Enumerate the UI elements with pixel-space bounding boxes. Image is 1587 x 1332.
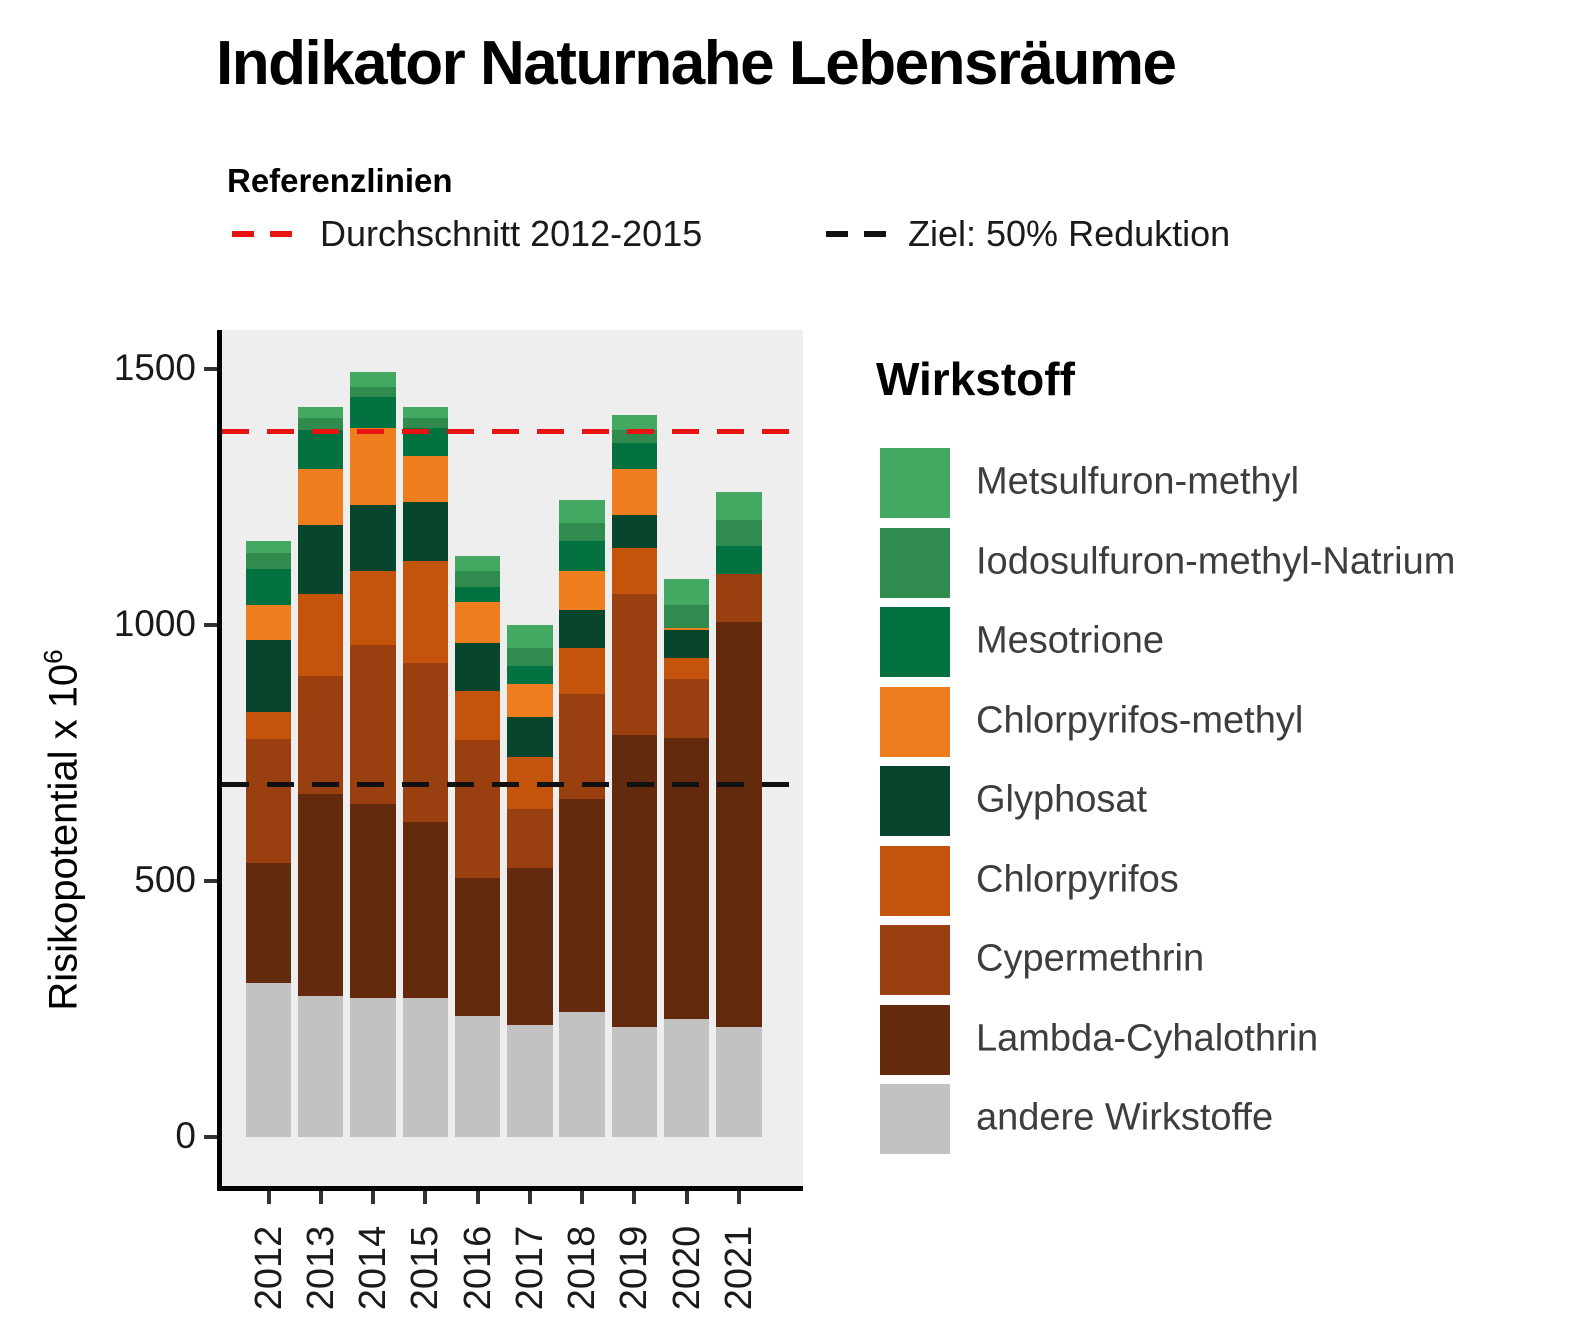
x-axis-line — [217, 1186, 803, 1191]
legend-label: Iodosulfuron-methyl-Natrium — [976, 540, 1456, 583]
reference-line-legend-item — [232, 212, 702, 256]
bar-segment-cypermethrin — [716, 574, 761, 623]
legend-swatch — [880, 607, 950, 677]
bar-segment-andere-wirkstoffe — [403, 998, 448, 1137]
bar-segment-andere-wirkstoffe — [298, 996, 343, 1137]
bar-segment-glyphosat — [403, 502, 448, 561]
legend-label: Metsulfuron-methyl — [976, 460, 1300, 503]
legend-swatch — [880, 448, 950, 518]
bar-segment-glyphosat — [350, 505, 395, 572]
bar-segment-glyphosat — [664, 630, 709, 658]
bar-segment-iodosulfuron-methyl-natrium — [664, 605, 709, 628]
bar-segment-chlorpyrifos-methyl — [664, 628, 709, 631]
bar-segment-cypermethrin — [403, 663, 448, 822]
x-tick-label: 2017 — [508, 1225, 551, 1311]
legend-swatch — [880, 846, 950, 916]
bar-segment-metsulfuron-methyl — [716, 492, 761, 520]
x-tick-label: 2015 — [404, 1225, 447, 1311]
bar-segment-andere-wirkstoffe — [664, 1019, 709, 1137]
dashed-line-sample — [232, 231, 292, 237]
bar-segment-metsulfuron-methyl — [350, 372, 395, 387]
bar-segment-lambda-cyhalothrin — [559, 799, 604, 1011]
bar-segment-metsulfuron-methyl — [403, 407, 448, 417]
reference-lines-heading: Referenzlinien — [227, 162, 453, 199]
bar-segment-cypermethrin — [298, 676, 343, 794]
bar-segment-metsulfuron-methyl — [559, 500, 604, 523]
bar-segment-glyphosat — [246, 640, 291, 712]
bar-segment-cypermethrin — [350, 645, 395, 804]
legend-item — [880, 448, 1520, 518]
x-tick-label: 2020 — [665, 1225, 708, 1311]
x-tick-label: 2019 — [613, 1225, 656, 1311]
bar-segment-andere-wirkstoffe — [246, 983, 291, 1137]
y-tick-mark — [204, 367, 217, 371]
bar-segment-glyphosat — [298, 525, 343, 594]
y-tick-mark — [204, 1135, 217, 1139]
bar-segment-mesotrione — [350, 397, 395, 428]
legend-label: andere Wirkstoffe — [976, 1096, 1274, 1139]
y-axis-line — [217, 330, 222, 1191]
x-tick-label: 2012 — [247, 1225, 290, 1311]
bar-segment-metsulfuron-methyl — [455, 556, 500, 571]
bar-segment-chlorpyrifos — [664, 658, 709, 678]
y-axis-title-text: Risikopotential x 10 — [41, 663, 86, 1011]
legend-item — [880, 846, 1520, 916]
bar-segment-chlorpyrifos — [246, 712, 291, 739]
bar-segment-iodosulfuron-methyl-natrium — [455, 571, 500, 586]
bar-segment-iodosulfuron-methyl-natrium — [350, 387, 395, 397]
bar-segment-glyphosat — [612, 515, 657, 548]
bar-segment-lambda-cyhalothrin — [664, 738, 709, 1020]
reference-line-target — [222, 782, 803, 787]
bar-segment-glyphosat — [559, 610, 604, 648]
bar-segment-cypermethrin — [664, 679, 709, 738]
bar-segment-chlorpyrifos — [559, 648, 604, 694]
legend-label: Chlorpyrifos-methyl — [976, 699, 1304, 742]
reference-line-legend-item — [826, 212, 1230, 256]
bar-segment-iodosulfuron-methyl-natrium — [246, 553, 291, 568]
dashed-line-sample — [826, 231, 886, 237]
bar-segment-iodosulfuron-methyl-natrium — [507, 648, 552, 666]
bar-segment-metsulfuron-methyl — [507, 625, 552, 648]
bar-segment-lambda-cyhalothrin — [403, 822, 448, 998]
bar-segment-mesotrione — [559, 541, 604, 572]
legend-swatch — [880, 925, 950, 995]
bar-segment-andere-wirkstoffe — [716, 1027, 761, 1137]
bar-segment-cypermethrin — [507, 809, 552, 868]
bar-segment-mesotrione — [507, 666, 552, 684]
legend-label: Mesotrione — [976, 619, 1164, 662]
legend-label: Glyphosat — [976, 778, 1148, 821]
legend-item — [880, 1084, 1520, 1154]
bar-segment-chlorpyrifos — [612, 548, 657, 594]
bar-segment-lambda-cyhalothrin — [350, 804, 395, 998]
legend-item — [880, 925, 1520, 995]
y-tick-label: 1500 — [113, 347, 196, 388]
x-tick-label: 2013 — [299, 1225, 342, 1311]
bar-segment-andere-wirkstoffe — [455, 1016, 500, 1137]
bar-segment-chlorpyrifos — [350, 571, 395, 645]
bar-segment-mesotrione — [298, 430, 343, 468]
bar-segment-andere-wirkstoffe — [507, 1025, 552, 1137]
bar-segment-chlorpyrifos-methyl — [403, 456, 448, 502]
bar-segment-lambda-cyhalothrin — [455, 878, 500, 1015]
reference-line-label: Ziel: 50% Reduktion — [908, 213, 1231, 254]
bar-segment-glyphosat — [455, 643, 500, 691]
bar-segment-lambda-cyhalothrin — [298, 794, 343, 996]
bar-segment-metsulfuron-methyl — [246, 541, 291, 554]
x-tick-label: 2014 — [352, 1225, 395, 1311]
x-tick-label: 2018 — [561, 1225, 604, 1311]
x-tick-label: 2021 — [717, 1225, 760, 1311]
bar-segment-chlorpyrifos-methyl — [612, 469, 657, 515]
legend-swatch — [880, 1005, 950, 1075]
bar-segment-andere-wirkstoffe — [612, 1027, 657, 1137]
y-axis-title-exponent: 6 — [38, 649, 68, 664]
legend-label: Lambda-Cyhalothrin — [976, 1017, 1319, 1060]
x-tick-label: 2016 — [456, 1225, 499, 1311]
bar-segment-iodosulfuron-methyl-natrium — [716, 520, 761, 546]
reference-line-average — [222, 429, 803, 434]
bar-segment-lambda-cyhalothrin — [612, 735, 657, 1027]
y-tick-mark — [204, 623, 217, 627]
legend-item — [880, 1005, 1520, 1075]
bar-segment-chlorpyrifos-methyl — [455, 602, 500, 643]
legend-swatch — [880, 1084, 950, 1154]
bar-segment-chlorpyrifos-methyl — [246, 605, 291, 641]
y-tick-label: 0 — [175, 1115, 196, 1156]
bar-segment-mesotrione — [716, 546, 761, 574]
bar-segment-chlorpyrifos — [455, 691, 500, 741]
legend-label: Chlorpyrifos — [976, 858, 1179, 901]
legend-item — [880, 528, 1520, 598]
legend-label: Cypermethrin — [976, 937, 1205, 980]
legend-item — [880, 687, 1520, 757]
legend-swatch — [880, 687, 950, 757]
bar-segment-chlorpyrifos — [298, 594, 343, 676]
bar-segment-chlorpyrifos-methyl — [298, 469, 343, 525]
bar-segment-mesotrione — [612, 443, 657, 469]
legend-item — [880, 766, 1520, 836]
legend-item — [880, 607, 1520, 677]
legend-title: Wirkstoff — [876, 353, 1075, 405]
bar-segment-chlorpyrifos-methyl — [559, 571, 604, 609]
bar-segment-lambda-cyhalothrin — [507, 868, 552, 1025]
bar-segment-glyphosat — [507, 717, 552, 756]
bar-segment-chlorpyrifos-methyl — [350, 428, 395, 505]
bar-segment-cypermethrin — [246, 739, 291, 863]
bar-segment-cypermethrin — [612, 594, 657, 735]
legend-swatch — [880, 766, 950, 836]
bar-segment-iodosulfuron-methyl-natrium — [403, 418, 448, 428]
bar-segment-metsulfuron-methyl — [664, 579, 709, 605]
y-tick-label: 1000 — [113, 603, 196, 644]
reference-line-label: Durchschnitt 2012-2015 — [320, 213, 703, 254]
bar-segment-andere-wirkstoffe — [559, 1012, 604, 1137]
y-tick-label: 500 — [134, 859, 196, 900]
bar-segment-chlorpyrifos — [403, 561, 448, 663]
bar-segment-lambda-cyhalothrin — [716, 622, 761, 1026]
bar-segment-lambda-cyhalothrin — [246, 863, 291, 983]
bar-segment-andere-wirkstoffe — [350, 998, 395, 1137]
bar-segment-chlorpyrifos-methyl — [507, 684, 552, 717]
bar-segment-cypermethrin — [455, 740, 500, 878]
bar-segment-iodosulfuron-methyl-natrium — [559, 523, 604, 541]
bar-segment-mesotrione — [455, 587, 500, 602]
y-tick-mark — [204, 879, 217, 883]
chart-title: Indikator Naturnahe Lebensräume — [216, 29, 1176, 98]
bar-segment-mesotrione — [246, 569, 291, 605]
bar-segment-metsulfuron-methyl — [298, 407, 343, 417]
legend-swatch — [880, 528, 950, 598]
